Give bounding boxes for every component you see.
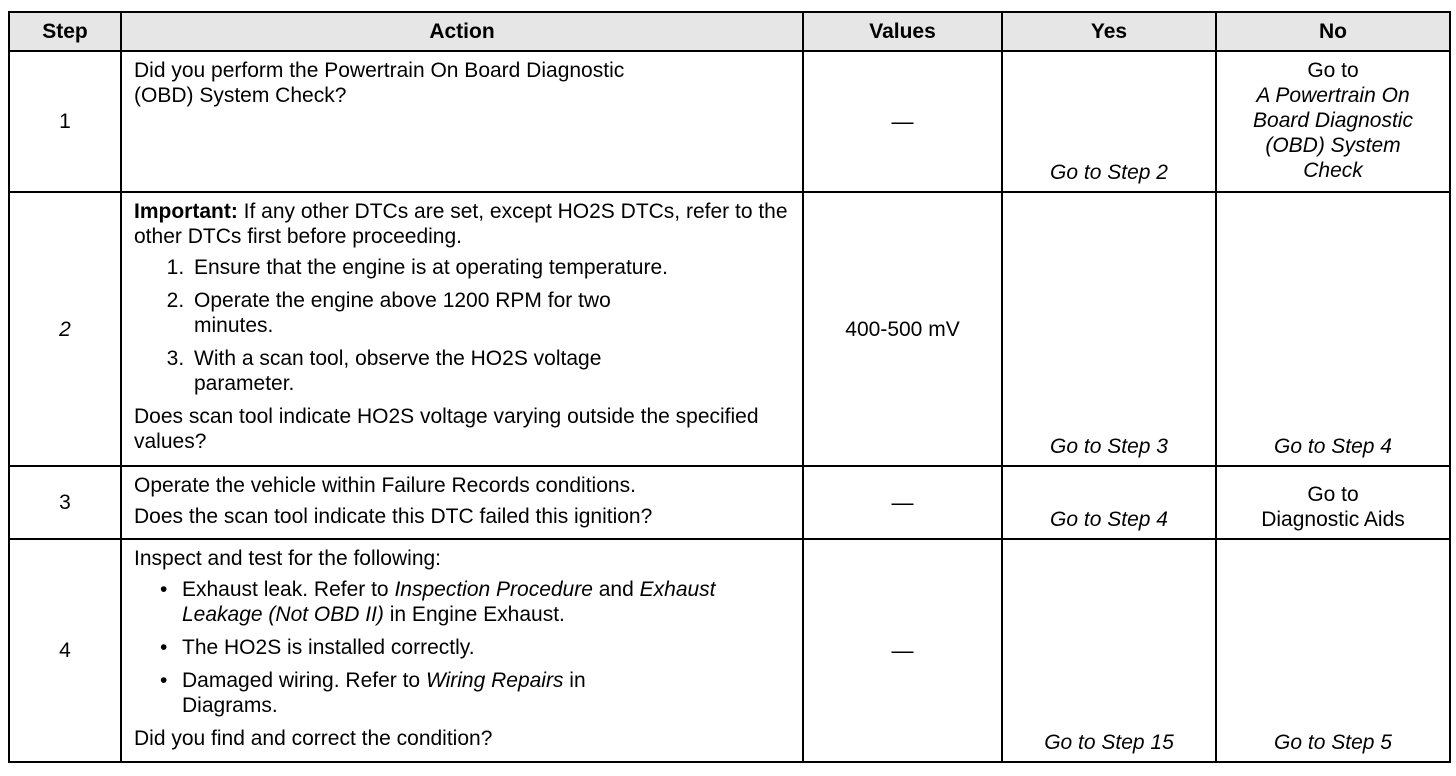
action-cell <box>121 51 803 192</box>
important-label: Important: <box>134 200 238 223</box>
reference-exhaust-leakage: Exhaust Leakage (Not OBD II) <box>182 578 716 626</box>
action-text: Did you perform the Powertrain On Board Diagnostic (OBD) System Check? <box>134 59 625 107</box>
values-cell: — <box>803 51 1002 192</box>
question-text: Did you find and correct the condition? <box>134 727 493 750</box>
yes-cell: Go to Step 15 <box>1002 539 1216 762</box>
list-item-text: Damaged wiring. Refer to <box>182 669 426 692</box>
substep-item: 3. With a scan tool, observe the HO2S voltage parameter. <box>190 346 664 396</box>
table-row <box>9 51 1450 192</box>
step-number: 4 <box>9 539 121 762</box>
list-item <box>182 577 742 627</box>
step-number: 1 <box>9 51 121 192</box>
diagnostic-table <box>8 11 1451 763</box>
substep-list <box>134 255 792 396</box>
list-item <box>182 668 682 718</box>
values-cell: — <box>803 539 1002 762</box>
list-item-text: and <box>592 578 640 601</box>
list-item-text: in Engine Exhaust. <box>383 603 565 626</box>
no-cell <box>1216 466 1450 539</box>
action-cell <box>121 192 803 466</box>
no-cell: Go to Step 4 <box>1216 192 1450 466</box>
header-row <box>9 12 1450 51</box>
action-intro: Inspect and test for the following: <box>134 547 442 570</box>
values-cell: 400-500 mV <box>803 192 1002 466</box>
header-yes: Yes <box>1002 12 1216 51</box>
question-text: Does the scan tool indicate this DTC failed this ignition? <box>134 505 653 528</box>
step-number: 3 <box>9 466 121 539</box>
reference-inspection-procedure: Inspection Procedure <box>394 578 593 601</box>
list-item-text: in Diagrams. <box>182 669 586 717</box>
no-goto-label: Go to <box>1307 59 1359 82</box>
header-action: Action <box>121 12 803 51</box>
list-item-text: Exhaust leak. Refer to <box>182 578 395 601</box>
no-goto-label: Go to <box>1307 483 1359 506</box>
action-text: Operate the vehicle within Failure Records conditions. <box>134 474 636 497</box>
values-cell: — <box>803 466 1002 539</box>
substep-item: 1. Ensure that the engine is at operating temperature. <box>190 255 792 280</box>
inspection-list <box>134 577 792 718</box>
list-item: • The HO2S is installed correctly. <box>182 635 792 660</box>
header-no: No <box>1216 12 1450 51</box>
yes-cell: Go to Step 3 <box>1002 192 1216 466</box>
table-row <box>9 192 1450 466</box>
substep-item: 2. Operate the engine above 1200 RPM for two minutes. <box>190 288 634 338</box>
yes-cell: Go to Step 4 <box>1002 466 1216 539</box>
table-row <box>9 466 1450 539</box>
header-step: Step <box>9 12 121 51</box>
important-text: If any other DTCs are set, except HO2S DTCs, refer to the other DTCs first before proceeding. <box>134 200 788 248</box>
important-note <box>134 199 792 249</box>
header-values: Values <box>803 12 1002 51</box>
action-cell <box>121 539 803 762</box>
no-goto-target: Diagnostic Aids <box>1261 508 1405 531</box>
action-cell <box>121 466 803 539</box>
reference-wiring-repairs: Wiring Repairs <box>425 669 564 692</box>
yes-cell: Go to Step 2 <box>1002 51 1216 192</box>
no-goto-target: A Powertrain On Board Diagnostic (OBD) System Check <box>1253 84 1413 182</box>
question-text: Does scan tool indicate HO2S voltage varying outside the specified values? <box>134 405 759 453</box>
table-row <box>9 539 1450 762</box>
step-number: 2 <box>9 192 121 466</box>
no-cell: Go to Step 5 <box>1216 539 1450 762</box>
no-cell <box>1216 51 1450 192</box>
